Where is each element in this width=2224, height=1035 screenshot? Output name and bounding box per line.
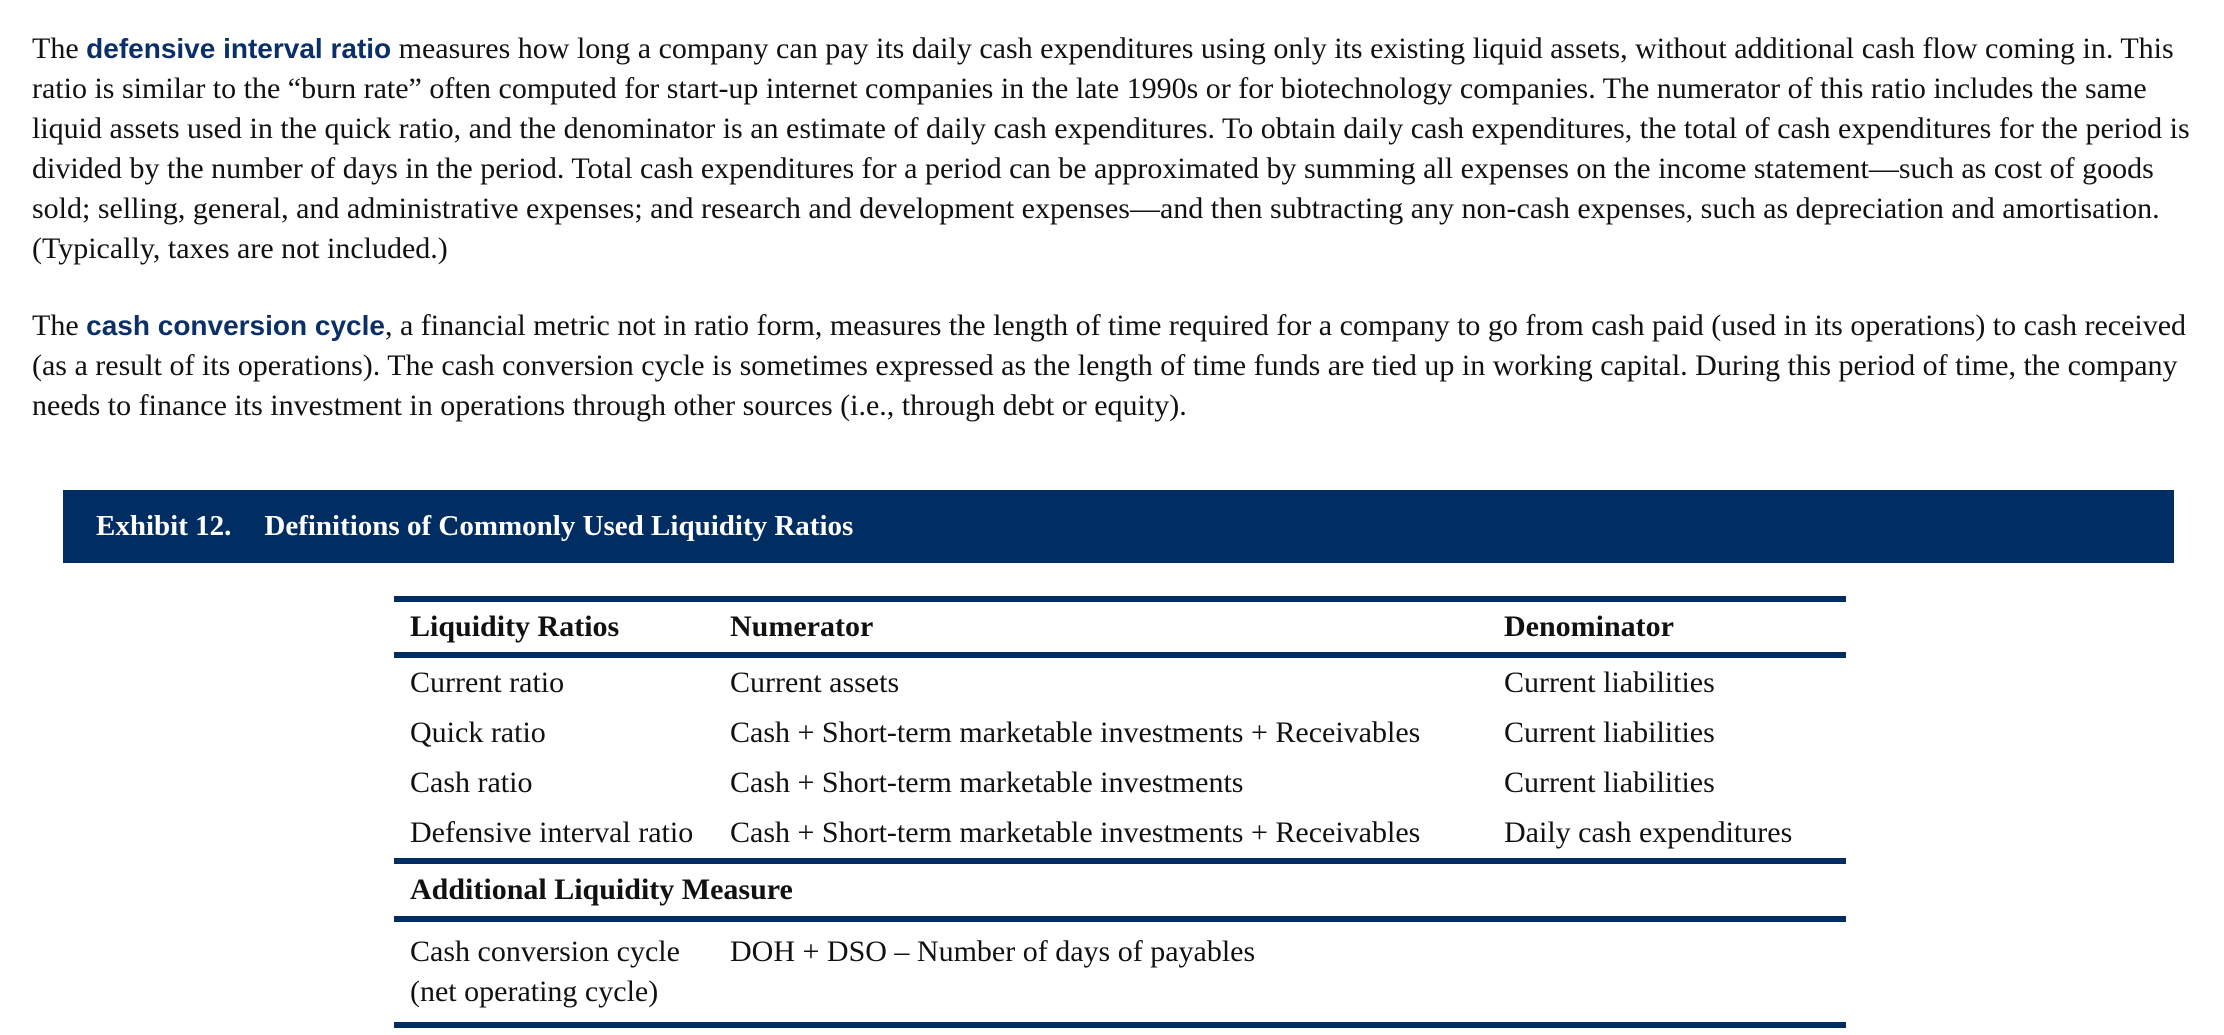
table-header-row [394, 602, 1846, 652]
paragraph-lead: The [32, 309, 87, 342]
numerator-cell: Cash + Short-term marketable investments + Receivables [730, 816, 1421, 849]
paragraph-lead: The [32, 32, 87, 65]
paragraph-cash-conversion-cycle [32, 306, 2192, 426]
denominator-cell: Daily cash expenditures [1504, 816, 1793, 849]
ratio-name-cell: Cash ratio [410, 766, 533, 799]
table-row [394, 758, 1846, 808]
header-numerator: Numerator [730, 610, 874, 643]
denominator-cell: Current liabilities [1504, 716, 1715, 749]
table-bottom-rule [394, 1022, 1846, 1028]
numerator-cell: Cash + Short-term marketable investments [730, 766, 1244, 799]
ratio-name-cell: Quick ratio [410, 716, 546, 749]
header-liquidity-ratios: Liquidity Ratios [410, 610, 620, 643]
term-cash-conversion-cycle: cash conversion cycle [86, 310, 385, 341]
header-denominator: Denominator [1504, 610, 1674, 643]
paragraph-body: , a financial metric not in ratio form, measures the length of time required for a company to go from cash paid (used in its operations) to cash received (as a result of its operations). The cash conversion cycle is sometimes expressed as the length of time funds are tied up in working capital. During this period of time, the company needs to finance its investment in operations through other sources (i.e., through debt or equity). [32, 309, 2187, 422]
exhibit-title: Definitions of Commonly Used Liquidity Ratios [264, 510, 854, 542]
numerator-cell: DOH + DSO – Number of days of payables [730, 935, 1256, 968]
paragraph-defensive-interval-ratio [32, 29, 2192, 269]
ratio-name-cell: Current ratio [410, 666, 565, 699]
section-additional-measure: Additional Liquidity Measure [410, 873, 793, 906]
ratio-name-cell: Defensive interval ratio [410, 816, 694, 849]
table-row [394, 922, 1846, 1022]
ccc-name-line2: (net operating cycle) [410, 975, 659, 1008]
table-row [394, 808, 1846, 858]
denominator-cell: Current liabilities [1504, 666, 1715, 699]
denominator-cell: Current liabilities [1504, 766, 1715, 799]
numerator-cell: Current assets [730, 666, 900, 699]
table-row [394, 708, 1846, 758]
exhibit-number: Exhibit 12. [96, 510, 232, 542]
term-defensive-interval-ratio: defensive interval ratio [86, 33, 392, 64]
ccc-name-line1: Cash conversion cycle [410, 935, 680, 968]
liquidity-ratios-table [394, 596, 1846, 1028]
ratio-name-cell [394, 932, 730, 1012]
numerator-cell: Cash + Short-term marketable investments + Receivables [730, 716, 1421, 749]
paragraph-body: measures how long a company can pay its daily cash expenditures using only its existing liquid assets, without additional cash flow coming in. This ratio is similar to the “burn rate” often computed for start-up internet companies in the late 1990s or for biotechnology companies. The numerator of this ratio includes the same liquid assets used in the quick ratio, and the denominator is an estimate of daily cash expenditures. To obtain daily cash expenditures, the total of cash expenditures for the period is divided by the number of days in the period. Total cash expenditures for a period can be approximated by summing all expenses on the income statement—such as cost of goods sold; selling, general, and administrative expenses; and research and development expenses—and then subtracting any non-cash expenses, such as depreciation and amortisation. (Typically, taxes are not included.) [32, 32, 2190, 265]
exhibit-header [63, 490, 2174, 563]
table-row [394, 658, 1846, 708]
